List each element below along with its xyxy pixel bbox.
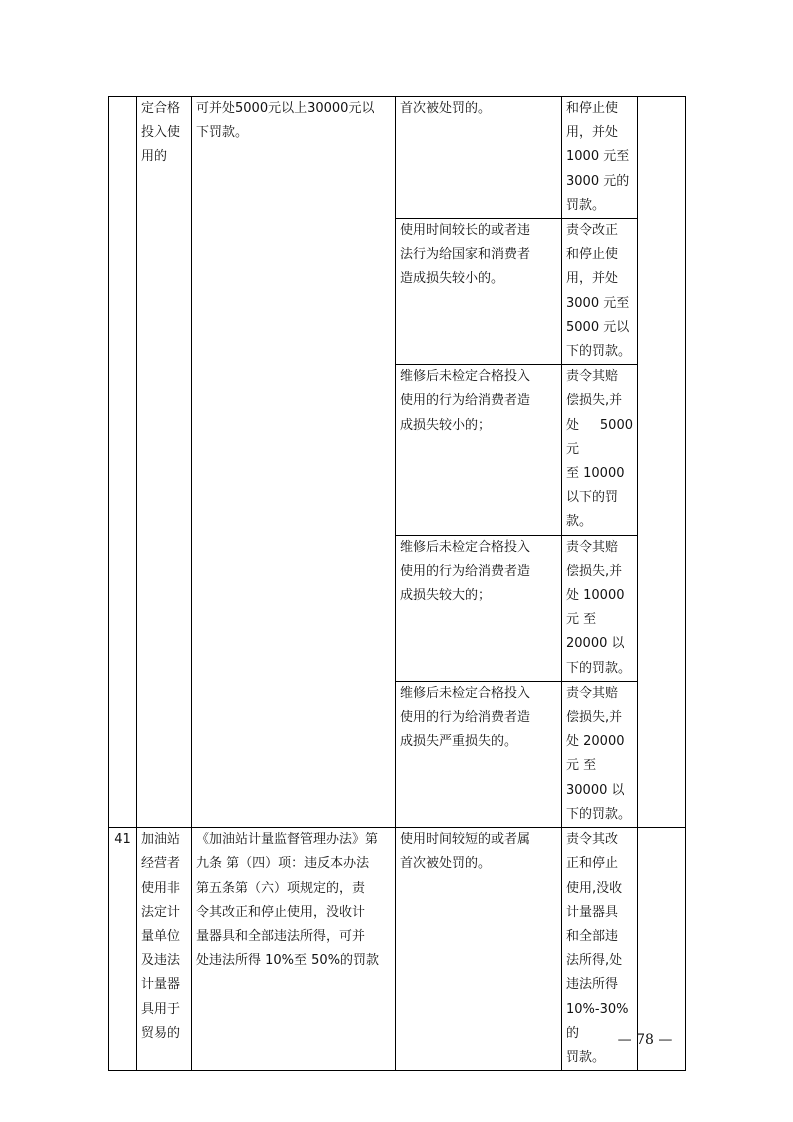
legal-basis-cell: 可并处5000元以上30000元以 下罚款。	[192, 97, 396, 828]
penalty-table	[108, 96, 686, 1071]
penalty-cell: 责令其赔 偿损失,并 处 20000 元 至 30000 以 下的罚款。	[562, 681, 638, 827]
page-number: — 78 —	[617, 1032, 673, 1048]
situation-cell: 维修后未检定合格投入 使用的行为给消费者造 成损失较小的；	[396, 365, 562, 535]
penalty-cell: 和停止使 用，并处 1000 元至 3000 元的 罚款。	[562, 97, 638, 219]
row-number-cell: 41	[109, 828, 137, 1071]
penalty-cell: 责令其赔 偿损失,并 处 5000 元 至 10000 以下的罚 款。	[562, 365, 638, 535]
penalty-cell: 责令其改 正和停止 使用,没收 计量器具 和全部违 法所得,处 违法所得 10%-30%的 罚款。	[562, 828, 638, 1071]
legal-basis-cell: 《加油站计量监督管理办法》第 九条 第（四）项：违反本办法 第五条第（六）项规定的，责 令其改正和停止使用，没收计 量器具和全部违法所得，可并 处违法所得 10%至 50%的罚款	[192, 828, 396, 1071]
situation-cell: 维修后未检定合格投入 使用的行为给消费者造 成损失较大的；	[396, 535, 562, 681]
remark-cell	[638, 97, 686, 828]
row-number-cell	[109, 97, 137, 828]
violation-item-cell: 加油站 经营者 使用非 法定计 量单位 及违法 计量器 具用于 贸易的	[137, 828, 192, 1071]
table-row	[109, 97, 686, 219]
situation-cell: 首次被处罚的。	[396, 97, 562, 219]
violation-item-cell: 定合格 投入使 用的	[137, 97, 192, 828]
situation-cell: 使用时间较长的或者违 法行为给国家和消费者 造成损失较小的。	[396, 219, 562, 365]
situation-cell: 维修后未检定合格投入 使用的行为给消费者造 成损失严重损失的。	[396, 681, 562, 827]
penalty-cell: 责令改正 和停止使 用，并处 3000 元至 5000 元以 下的罚款。	[562, 219, 638, 365]
table-row	[109, 828, 686, 1071]
penalty-cell: 责令其赔 偿损失,并 处 10000 元 至 20000 以 下的罚款。	[562, 535, 638, 681]
situation-cell: 使用时间较短的或者属 首次被处罚的。	[396, 828, 562, 1071]
